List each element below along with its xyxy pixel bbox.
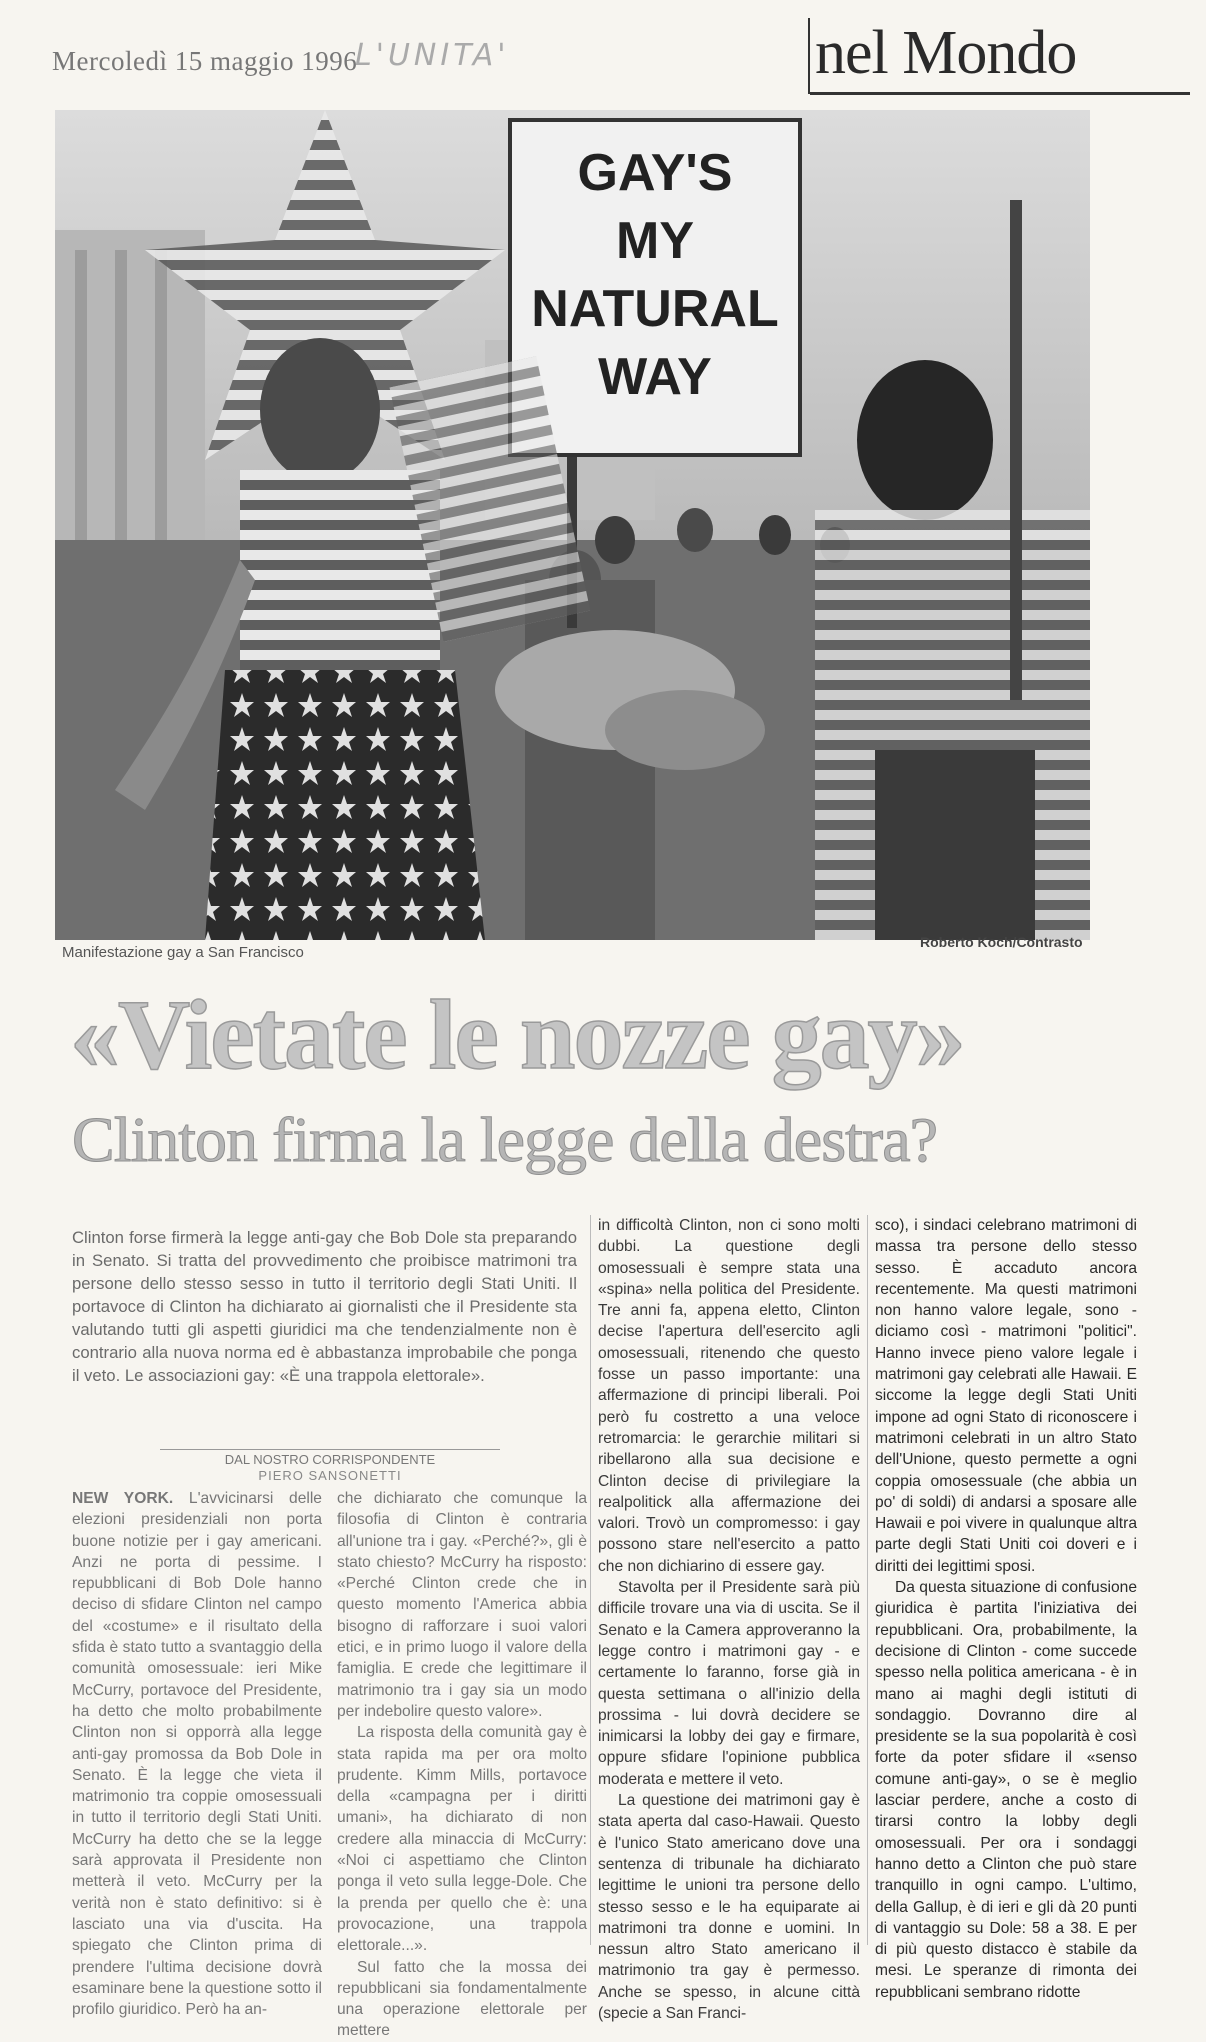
photo-caption: Manifestazione gay a San Francisco (62, 944, 304, 961)
section-rule (810, 92, 1190, 95)
column-divider (867, 1215, 868, 1945)
photo-credit: Roberto Koch/Contrasto (920, 934, 1083, 950)
section-title: nel Mondo (815, 19, 1077, 87)
article-column-2 (337, 1488, 587, 2042)
paragraph: Sul fatto che la mossa dei repubblicani sia fondamentalmente una operazione elettorale per mettere (337, 1958, 587, 2040)
column-1-text: L'avvicinarsi delle elezioni presidenziali non porta buone notizie per i gay americani. Anzi ne porta di pessime. I repubblicani di Bob Dole hanno deciso di sfidare Clinton nel campo del «costume» e il risultato della sfida è stato tutto a svantaggio della comunità omosessuale: ieri Mike McCurry, portavoce del Presidente, ha detto che molto probabilmente Clinton non si opporrà alla legge anti-gay promossa da Bob Dole in Senato. È la legge che vieta il matrimonio tra coppie omosessuali in tutto il territorio degli Stati Uniti. McCurry ha detto che se la legge sarà approvata il Presidente non metterà il veto. McCurry per la verità non è stato definitivo: si è lasciato una via d'uscita. Ha spiegato che Clinton prima di prendere l'ultima decisione dovrà esaminare bene la questione sotto il profilo giuridico. Però ha an- (72, 1490, 322, 2019)
dateline: NEW YORK. (72, 1490, 174, 1507)
paragraph: Da questa situazione di confusione giuridica è partita l'iniziativa dei repubblicani. Ora, probabilmente, la decisione di Clinton - come succede spesso nella politica americana - è in mano ai maghi degli istituti di sondaggio. Dovranno dire al presidente se la sua popolarità è così forte da poter sfidare il «senso comune anti-gay», o se è meglio lasciar perdere, anche a costo di tirarsi contro la lobby degli omosessuali. Per ora i sondaggi hanno detto a Clinton che può stare tranquillo in ogni campo. L'ultimo, della Gallup, è di ieri e gli dà 20 punti di vantaggio su Dole: 58 a 38. E per di più questo distacco è stabile da mesi. Le speranze di rimonta dei repubblicani sembrano ridotte (875, 1579, 1137, 2001)
article-subheadline: Clinton firma la legge della destra? (72, 1104, 937, 1175)
paragraph: La risposta della comunità gay è stata rapida ma per ora molto prudente. Kimm Mills, portavoce della «campagna per i diritti umani», ha dichiarato di non credere alla minaccia di McCurry: «Noi ci aspettiamo che Clinton ponga il veto sulla legge-Dole. Che la prenda per quello che è: una provocazione, una trappola elettorale...». (337, 1724, 587, 1955)
handwritten-note: L'UNITA' (355, 38, 510, 73)
author-name: PIERO SANSONETTI (258, 1468, 402, 1483)
header-divider (808, 18, 810, 94)
paragraph: Stavolta per il Presidente sarà più difficile trovare una via di uscita. Se il Senato e la Camera approveranno la legge contro i matrimoni gay - e certamente lo faranno, forse già in questa settimana o all'inizio della prossima - lui dovrà decidere se inimicarsi la lobby dei gay e firmare, oppure sfidare l'opinione pubblica moderata e mettere il veto. (598, 1579, 860, 1788)
article-column-4 (875, 1215, 1137, 2003)
article-column-1 (72, 1488, 322, 2020)
paragraph: La questione dei matrimoni gay è stata aperta dal caso-Hawaii. Questo è l'unico Stato americano dove una sentenza di tribunale ha dichiarato legittime le unioni tra persone dello stesso sesso e le ha equiparate ai matrimoni tra donne e uomini. In nessun altro Stato americano il matrimonio tra gay è permesso. Anche se spesso, in alcune città (specie a San Franci- (598, 1792, 860, 2022)
sign-line-3: NATURAL (531, 280, 779, 338)
sign-line-4: WAY (598, 348, 712, 406)
article-lead: Clinton forse firmerà la legge anti-gay che Bob Dole sta preparando in Senato. Si tratta del provvedimento che proibisce matrimoni tra persone dello stesso sesso in tutto il territorio degli Stati Uniti. Il portavoce di Clinton ha dichiarato ai giornalisti che il Presidente sta valutando tutti gli aspetti giuridici ma che tendenzialmente non è contrario alla nuova norma ed è abbastanza improbabile che ponga il veto. Le associazioni gay: «È una trappola elettorale». (72, 1228, 577, 1385)
column-divider (590, 1215, 591, 1945)
sign-line-2: MY (616, 212, 694, 270)
article-headline: «Vietate le nozze gay» (70, 979, 964, 1090)
paragraph: in difficoltà Clinton, non ci sono molti dubbi. La questione degli omosessuali è sempre stata una «spina» nella politica del Presidente. Tre anni fa, appena eletto, Clinton decise l'apertura dell'esercito agli omosessuali, ritenendo che questo fosse un passo importante: una affermazione di principi liberali. Poi però fu costretto a una veloce retromarcia: le gerarchie militari si ribellarono alla sua decisione e Clinton decise di privilegiare la realpolitick alla affermazione dei valori. Trovò un compromesso: i gay possono stare nell'esercito a patto che non dichiarino di essere gay. (598, 1217, 860, 1575)
byline-label: DAL NOSTRO CORRISPONDENTE (224, 1452, 436, 1467)
article-column-3 (598, 1215, 860, 2024)
publication-date: Mercoledì 15 maggio 1996 (52, 46, 358, 76)
paragraph: sco), i sindaci celebrano matrimoni di massa tra persone dello stesso sesso. È accaduto ancora recentemente. Ma questi matrimoni non hanno valore legale, sono - diciamo così - matrimoni "politici". Hanno invece pieno valore legale i matrimoni gay celebrati alle Hawaii. E siccome la legge degli Stati Uniti impone ad ogni Stato di riconoscere i matrimoni celebrati in un altro Stato dell'Unione, questo permette a ogni coppia omosessuale (che abbia un po' di soldi) di andarsi a sposare alle Hawaii e poi vivere in qualunque altra parte degli Stati Uniti coi doveri e i diritti dei legittimi sposi. (875, 1217, 1137, 1575)
news-photo (55, 110, 1090, 940)
paragraph: che dichiarato che comunque la filosofia di Clinton è contraria all'unione tra i gay. «Perché?», gli è stato chiesto? McCurry ha risposto: «Perché Clinton crede che in questo momento l'America abbia bisogno di rafforzare i suoi valori etici, e in primo luogo il valore della famiglia. E crede che legittimare il matrimonio tra i gay sia un modo per indebolire questo valore». (337, 1490, 587, 1720)
sign-line-1: GAY'S (577, 144, 733, 202)
byline (160, 1449, 500, 1483)
